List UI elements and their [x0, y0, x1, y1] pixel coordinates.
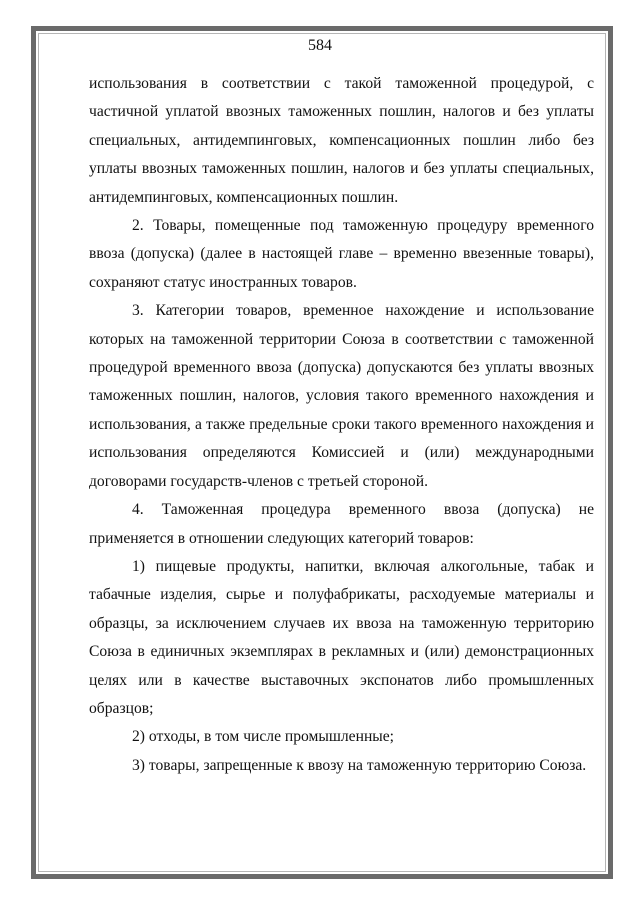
paragraph-item-4: 4. Таможенная процедура временного ввоза (допуска) не применяется в отношении следующих категорий товаров:: [89, 501, 594, 547]
list-item-1: 1) пищевые продукты, напитки, включая алкогольные, табак и табачные изделия, сырье и полуфабрикаты, расходуемые материалы и образцы, за исключением случаев их ввоза на таможенную территорию Союза в единичных экземплярах в рекламных и (или) демонстрационных целях или в качестве выставочных экспонатов либо промышленных образцов;: [89, 557, 594, 717]
paragraph-item-2: 2. Товары, помещенные под таможенную процедуру временного ввоза (допуска) (далее в настоящей главе – временно ввезенные товары), сохраняют статус иностранных товаров.: [89, 217, 594, 291]
paragraph-item-3: 3. Категории товаров, временное нахождение и использование которых на таможенной территории Союза в соответствии с таможенной процедурой временного ввоза (допуска) допускаются без уплаты ввозных таможенных пошлин, налогов, условия такого временного нахождения и использования, а также предельные сроки такого временного нахождения и использования определяются Комиссией и (или) международными договорами государств-членов с третьей стороной.: [89, 302, 594, 490]
page-number: 584: [308, 37, 332, 54]
list-item-2: 2) отходы, в том числе промышленные;: [132, 728, 395, 746]
document-body: [89, 70, 594, 780]
list-item-3: 3) товары, запрещенные к ввозу на таможенную территорию Союза.: [132, 756, 587, 774]
paragraph-continuation: использования в соответствии с такой таможенной процедурой, с частичной уплатой ввозных таможенных пошлин, налогов и без уплаты специальных, антидемпинговых, компенсационных пошлин либо без уплаты ввозных таможенных пошлин, налогов и без уплаты специальных, антидемпинговых, компенсационных пошлин.: [89, 75, 594, 206]
